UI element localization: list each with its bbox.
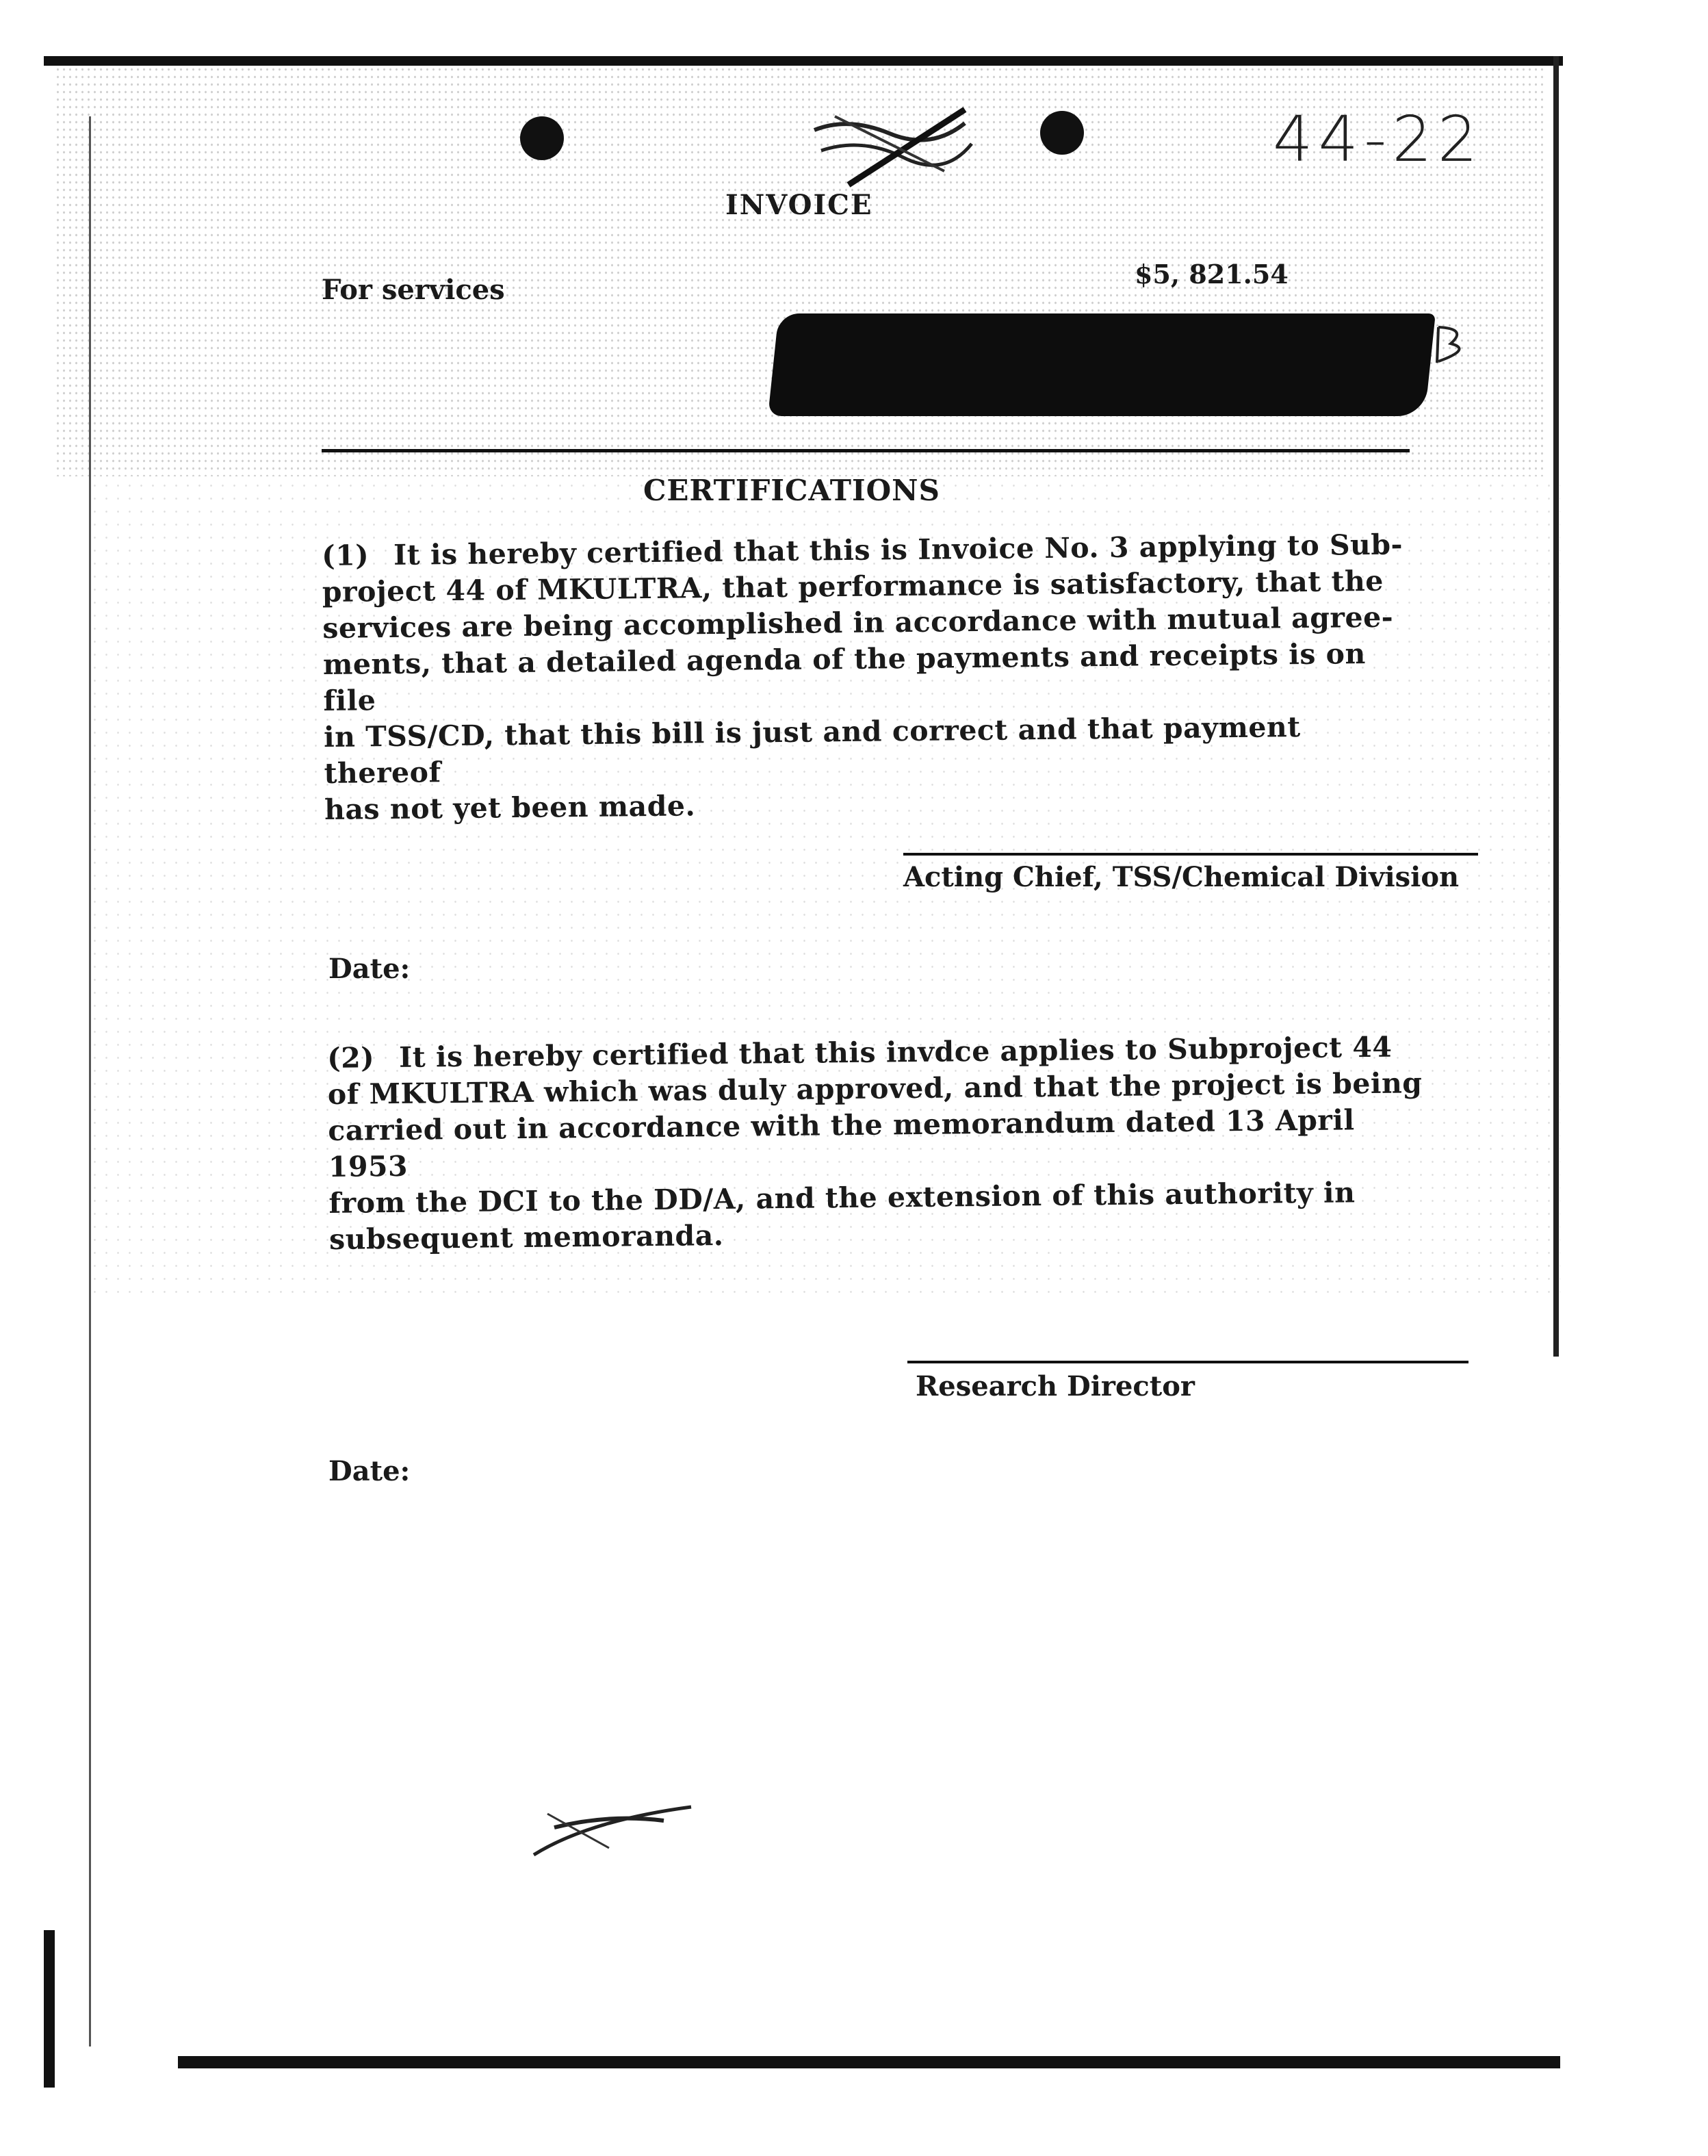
scan-border-bottom (178, 2056, 1560, 2068)
document-title: INVOICE (725, 189, 873, 221)
signatory-research-director: Research Director (916, 1370, 1195, 1402)
signature-line (903, 853, 1478, 856)
paragraph-line: services are being accomplished in accordance with mutual agree- (322, 600, 1394, 645)
handwritten-file-number: 44-22 (1273, 103, 1484, 176)
handwritten-scribble (527, 1780, 698, 1862)
signature-line (907, 1361, 1468, 1363)
certification-paragraph-2 (327, 1029, 1424, 1258)
paragraph-line: (2) It is hereby certified that this invdce applies to Subproject 44 (327, 1030, 1393, 1075)
certifications-heading: CERTIFICATIONS (643, 474, 940, 507)
scan-border-top (44, 56, 1563, 66)
crossed-out-marking (807, 103, 985, 192)
date-label: Date: (328, 1455, 411, 1487)
paragraph-line: project 44 of MKULTRA, that performance is satisfactory, that the (322, 564, 1384, 608)
paragraph-number: (2) (327, 1041, 375, 1075)
paragraph-line: subsequent memoranda. (328, 1218, 724, 1256)
services-label: For services (322, 274, 505, 306)
scan-border-left (44, 1930, 55, 2088)
certification-paragraph-1 (322, 526, 1419, 828)
invoice-amount: $5, 821.54 (1135, 259, 1289, 290)
paragraph-line: (1) It is hereby certified that this is Invoice No. 3 applying to Sub- (322, 528, 1403, 572)
scan-border-right (1553, 56, 1559, 1357)
paragraph-line: from the DCI to the DD/A, and the extension of this authority in (328, 1176, 1356, 1220)
paragraph-line: of MKULTRA which was duly approved, and that the project is being (327, 1066, 1423, 1111)
paragraph-line: has not yet been made. (324, 789, 696, 826)
signatory-acting-chief: Acting Chief, TSS/Chemical Division (903, 861, 1460, 893)
paragraph-line: in TSS/CD, that this bill is just and correct and that payment thereof (323, 710, 1301, 790)
paragraph-line: ments, that a detailed agenda of the payments and receipts is on file (322, 637, 1367, 717)
paragraph-line: carried out in accordance with the memorandum dated 13 April 1953 (328, 1103, 1355, 1183)
paragraph-number: (1) (322, 539, 370, 572)
page-edge (89, 116, 91, 2046)
date-label: Date: (328, 953, 411, 985)
punch-hole (1040, 111, 1084, 155)
section-divider (322, 449, 1410, 452)
handwritten-initial (1430, 322, 1478, 370)
punch-hole (520, 116, 564, 160)
redaction-block (768, 313, 1436, 416)
